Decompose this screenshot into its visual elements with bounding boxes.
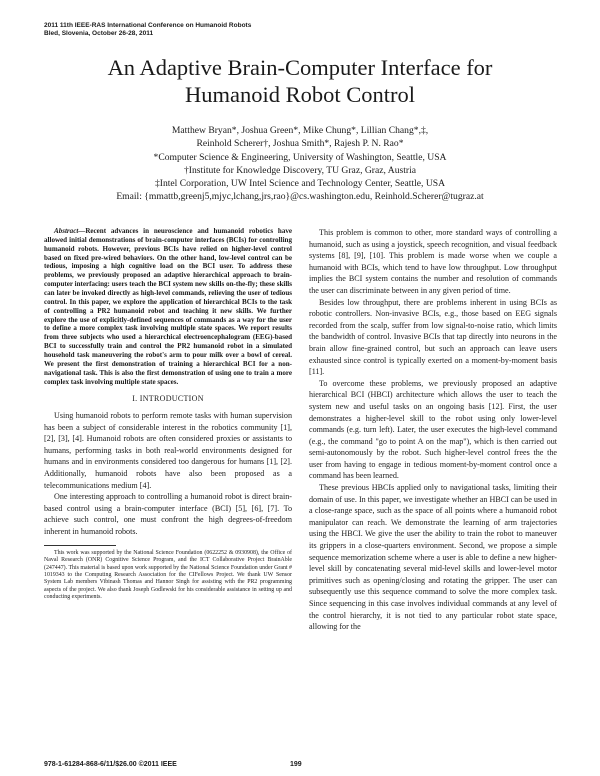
isbn-copyright: 978-1-61284-868-6/11/$26.00 ©2011 IEEE	[44, 761, 177, 768]
title-line-2: Humanoid Robot Control	[185, 82, 415, 107]
intro-paragraph-1: Using humanoid robots to perform remote tasks with human supervision has been a subject of considerable interest in the robotics community [1], [2], [3], [4]. Humanoid robots are often considered proxies or assistants to humans, performing tasks in both real-world environments designed for humans and in environments considered too dangerous for humans [1], [2]. Additionally, humanoid robots have also been proposed as a telecommunications medium [4].	[44, 411, 292, 490]
title-line-1: An Adaptive Brain-Computer Interface for	[107, 55, 493, 80]
right-column	[309, 227, 557, 633]
affiliation-intel: ‡Intel Corporation, UW Intel Science and Technology Center, Seattle, USA	[154, 178, 446, 190]
abstract	[44, 227, 292, 386]
affiliation-tugraz: †Institute for Knowledge Discovery, TU Graz, Graz, Austria	[183, 164, 417, 176]
paper-title	[0, 54, 600, 108]
body-paragraph-1: This problem is common to other, more standard ways of controlling a humanoid, such as using a joystick, speech recognition, and visual feedback systems [8], [9], [10]. This problem is made worse when we couple a humanoid with BCIs, which tend to have low throughput. Low throughput implies the BCI system contains the number and resolution of commands the user can discriminate between in any given period of time.	[309, 228, 557, 295]
intro-paragraph-2: One interesting approach to controlling a humanoid robot is direct brain-based control using a brain-computer interface (BCI) [5], [6], [7]. To achieve such control, one must confront the high degrees-of-freedom inherent in humanoid robots.	[44, 492, 292, 536]
body-paragraph-4: These previous HBCIs applied only to navigational tasks, limiting their domain of use. In this paper, we investigate whether an HBCI can be used in a close-range space, such as the space of all points where a humanoid robot manipulator can reach. We demonstrate the learning of arm trajectories using the HBCI. We give the user the ability to train the robot to maneuver its grippers in a close-quarters environment. Second, we propose a simple sequence memorization scheme where a user is able to define a new higher-level skill by concatenating several mid-level skills and lower-level motor primitives such as opening/closing and rotating the gripper. The user can subsequently use this sequence command to solve the more complex task. Since sequencing in this case involves individual commands at any level of the control hierarchy, it is not tied to any particular robot state space, allowing for the	[309, 483, 557, 632]
author-block	[0, 124, 600, 204]
section-heading-introduction: I. INTRODUCTION	[132, 394, 204, 404]
footnote-rule	[44, 545, 116, 546]
authors-line-1: Matthew Bryan*, Joshua Green*, Mike Chung*, Lillian Chang*,‡,	[171, 125, 429, 136]
page-footer	[44, 761, 564, 768]
author-emails: Email: {mmattb,greenj5,mjyc,lchang,jrs,rao}@cs.washington.edu, Reinhold.Scherer@tugraz.at	[116, 191, 484, 203]
affiliation-uw: *Computer Science & Engineering, University of Washington, Seattle, USA	[153, 151, 447, 163]
footnote-funding: This work was supported by the National Science Foundation (0622252 & 0930908), the Office of Naval Research (ONR) Cognitive Science Program, and the ICT Collaborative Project BrainAble (247447). This material is based upon work supported by the National Science Foundation under Grant # 1019343 to the Computing Research Association for the CIFellows Project. We thank UW Sensor System Lab members Vibinash Thomas and Hannor Singh for assisting with the PR2 programming aspects of the project. We also thank Joseph Godlewski for his considerable assistance in setting up and conducting experiments.	[44, 549, 292, 601]
page-number: 199	[290, 761, 302, 768]
left-column	[44, 227, 292, 602]
conference-name: 2011 11th IEEE-RAS International Conference on Humanoid Robots	[44, 22, 252, 29]
conference-location: Bled, Slovenia, October 26-28, 2011	[44, 30, 154, 37]
abstract-text: —Recent advances in neuroscience and humanoid robotics have allowed initial demonstrations of brain-computer interfaces (BCIs) for controlling humanoid robots. However, previous BCIs have relied on higher-level control based on fixed pre-wired behaviors. On the other hand, low-level control can be tedious, imposing a high cognitive load on the BCI user. To address these problems, we previously proposed an adaptive hierarchical approach to brain-computer interfacing: users teach the BCI system new skills on-the-fly; these skills can later be invoked directly as high-level commands, relieving the user of tedious control. In this paper, we explore the application of hierarchical BCIs to the task of controlling a PR2 humanoid robot and teaching it new skills. We further explore the use of explicitly-defined sequences of commands as a way for the user to define a more complex task involving multiple state spaces. We report results from three subjects who used a hierarchical electroencephalogram (EEG)-based BCI to successfully train and control the PR2 humanoid robot in a simulated household task maneuvering the robot's arm to pour milk over a bowl of cereal. We present the first demonstration of training a hierarchical BCI for a non-navigational task. This is also the first demonstration of using one to train a more complex task involving multiple state spaces.	[44, 227, 292, 386]
conference-header	[44, 22, 251, 38]
body-paragraph-3: To overcome these problems, we previously proposed an adaptive hierarchical BCI (HBCI) architecture which allows the user to teach the system new and useful tasks on an ongoing basis [12]. First, the user demonstrates a higher-level skill to the robot using only lower-level commands (e.g. turn left). Later, the user executes the high-level command (e.g., the command "go to point A on the map"), which is then carried out semi-autonomously by the robot. Such higher-level control frees the the user from having to engage in tedious moment-by-moment control once a command has been learned.	[309, 378, 557, 481]
body-paragraph-2: Besides low throughput, there are problems inherent in using BCIs as robotic controllers. Non-invasive BCIs, e.g., those based on EEG signals recorded from the scalp, suffer from low signal-to-noise ratio, which limits the bandwidth of control. Invasive BCIs that tap directly into neurons in the brain allow fine-grained control, but such an approach can leave users exhausted since control is typically exerted on a moment-by-moment basis [11].	[309, 297, 557, 377]
authors-line-2: Reinhold Scherer†, Joshua Smith*, Rajesh P. N. Rao*	[196, 138, 404, 150]
abstract-label: Abstract	[54, 227, 79, 235]
